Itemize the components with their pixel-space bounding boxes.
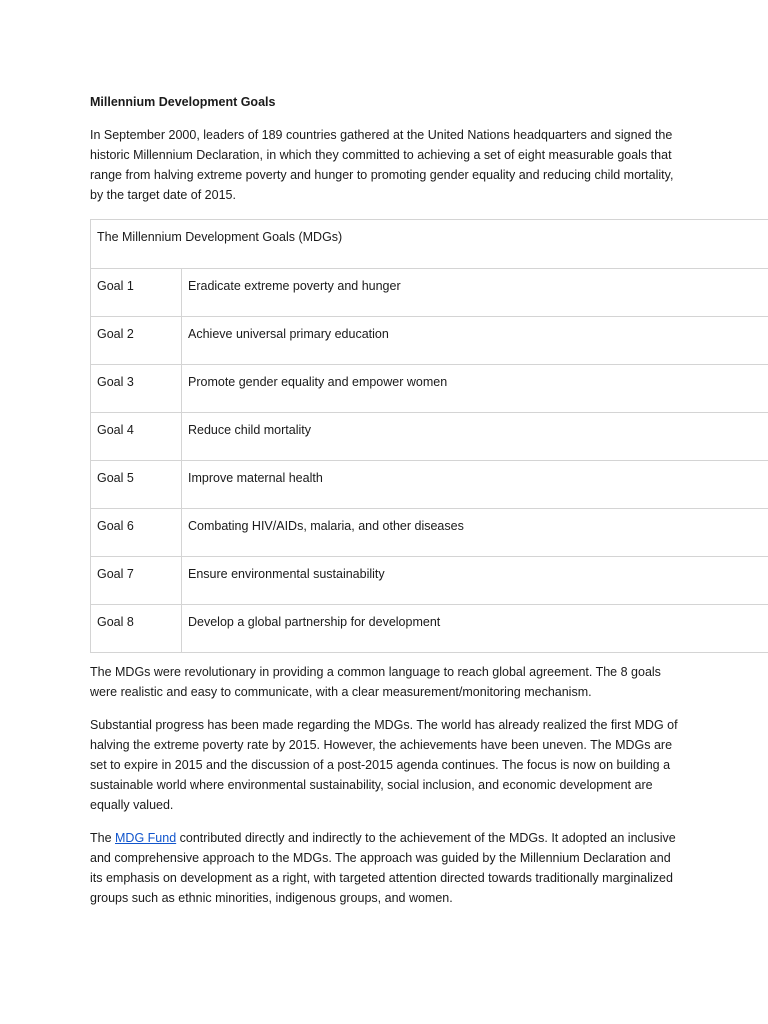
- table-caption-row: [91, 220, 768, 269]
- goal-description: Ensure environmental sustainability: [182, 557, 768, 605]
- paragraph-mdgs-revolutionary: The MDGs were revolutionary in providing a common language to reach global agreement. The 8 goals were realistic and easy to communicate, with a clear measurement/monitoring mechanism.: [90, 665, 661, 699]
- goal-number: Goal 2: [91, 317, 182, 365]
- goal-description: Develop a global partnership for development: [182, 605, 768, 653]
- table-row: [91, 605, 768, 653]
- table-row: [91, 269, 768, 317]
- goal-number: Goal 7: [91, 557, 182, 605]
- table-row: [91, 317, 768, 365]
- paragraph-mdg-fund: [90, 828, 680, 908]
- goal-description: Reduce child mortality: [182, 413, 768, 461]
- goal-description: Eradicate extreme poverty and hunger: [182, 269, 768, 317]
- goal-description: Achieve universal primary education: [182, 317, 768, 365]
- goal-number: Goal 4: [91, 413, 182, 461]
- intro-paragraph: In September 2000, leaders of 189 countries gathered at the United Nations headquarters and signed the historic Millennium Declaration, in which they committed to achieving a set of eight measurable goals that range from halving extreme poverty and hunger to promoting gender equality and reducing child mortality, by the target date of 2015.: [90, 128, 674, 202]
- paragraph-progress: Substantial progress has been made regarding the MDGs. The world has already realized the first MDG of halving the extreme poverty rate by 2015. However, the achievements have been uneven. The MDGs are set to expire in 2015 and the discussion of a post-2015 agenda continues. The focus is now on building a sustainable world where environmental sustainability, social inclusion, and economic development are equally valued.: [90, 718, 678, 812]
- paragraph-prefix: The: [90, 831, 116, 845]
- table-row: [91, 509, 768, 557]
- paragraph-suffix: contributed directly and indirectly to the achievement of the MDGs. It adopted an inclusive and comprehensive approach to the MDGs. The approach was guided by the Millennium Declaration and its emphasis on development as a right, with targeted attention directed towards traditionally marginalized groups such as ethnic minorities, indigenous groups, and women.: [90, 831, 676, 905]
- goal-number: Goal 3: [91, 365, 182, 413]
- goal-number: Goal 8: [91, 605, 182, 653]
- table-row: [91, 461, 768, 509]
- goal-description: Promote gender equality and empower women: [182, 365, 768, 413]
- goal-description: Combating HIV/AIDs, malaria, and other diseases: [182, 509, 768, 557]
- document-heading: Millennium Development Goals: [90, 95, 276, 109]
- goal-number: Goal 5: [91, 461, 182, 509]
- goal-number: Goal 1: [91, 269, 182, 317]
- goal-description: Improve maternal health: [182, 461, 768, 509]
- table-row: [91, 557, 768, 605]
- mdg-table: [90, 219, 768, 653]
- table-caption: The Millennium Development Goals (MDGs): [91, 220, 768, 269]
- table-row: [91, 413, 768, 461]
- table-row: [91, 365, 768, 413]
- goal-number: Goal 6: [91, 509, 182, 557]
- mdg-fund-link[interactable]: MDG Fund: [115, 831, 177, 845]
